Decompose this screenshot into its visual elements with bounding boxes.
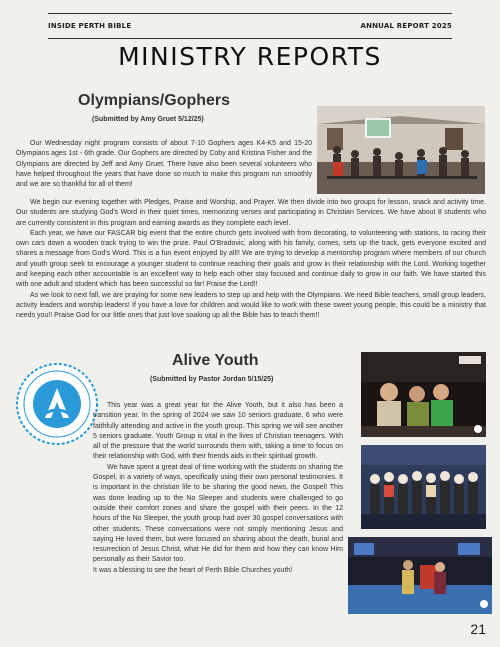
page-number: 21 [470,621,486,637]
header-bar [48,13,452,39]
olympians-paragraph-3: Each year, we have our FASCAR big event that the entire church gets involved with from decorating, to volunteering with stations, to racing their own cars down a wooden track trying to win the prize. Paul O'Bradovic, along with his family, comes, sets up the track, gets everyone excited and shares a message from God's Word. This is a fun event enjoyed by all!! We are trying to develop a mentorship program where members of our church and youth group seek to encourage a younger student to continue reaching their goals and grow in their relationship with the Lord. Working together and keeping each other accountable is an excellent way to help each other stay focused and continue daily to grow in our faith. We have started this with one adult and student which has been successful so far! Praise the Lord!! [16,229,486,289]
youth-group-photo-image [361,445,486,529]
alive-paragraph-3: It was a blessing to see the heart of Perth Bible Churches youth! [93,566,293,574]
alive-photo-3 [348,537,492,614]
olympians-paragraph-1: Our Wednesday night program consists of about 7-10 Gophers ages K4-K5 and 15-20 Olympians ages 1st - 6th grade. Our Gophers are directed by Coby and Kristina Fisher and the Olympians are directed by Jeff and Amy Gruet. There have also been several volunteers who have helped throughout the years that have done so much to make this program run smoothly and we are so thankful for all of them! [16,140,312,189]
header-left: INSIDE PERTH BIBLE [48,22,132,30]
alive-byline: (Submitted by Pastor Jordan 5/15/25) [150,376,274,383]
olympians-paragraph-2: We begin our evening together with Pledges, Praise and Worship, and Prayer. We then divide into two groups for lesson, snack and activity time. Our students are studying God's Word in their quiet times, memorizing verses and participating in Christian Services. We have about 8 students who are currently consistent in this program and earning awards as they complete each level. [16,199,486,227]
olympians-byline: (Submitted by Amy Gruet 5/12/25) [92,116,204,123]
alive-youth-logo-icon [16,363,98,445]
youth-sitting-photo-image [361,352,486,437]
olympians-text-bottom [16,198,486,322]
classroom-photo-image [317,106,485,194]
page-title: MINISTRY REPORTS [118,42,382,71]
olympians-heading: Olympians/Gophers [78,92,231,109]
alive-paragraph-2: We have spent a great deal of time working with the students on sharing the Gospel, in a variety of ways, specifically using their own personal testimonies. It is important in the christian life to be sharing the good news, the Gospel! This was done leading up to the No Sleeper and students were challenged to go outside their comfort zones and share the gospel with their peers. In the 12 hours of the No Sleeper, the youth group had over 30 gospel conversations with other students. These conversations were not simply mentioning Jesus and saying He loved them, but were focused on sharing about the death, burial and resurrection of Jesus Christ, what He did for them and how they can know Him personally as their Savior too. [93,463,343,564]
olympians-text-top [16,139,312,190]
header-right: ANNUAL REPORT 2025 [360,22,452,30]
alive-heading: Alive Youth [172,352,259,369]
olympians-photo [317,106,485,194]
alive-paragraph-1: This year was a great year for the Alive Youth, but it also has been a transition year. In the spring of 2024 we saw 10 seniors graduate, 6 who were faithfully attending and active in the youth group. This spring we will see another 5 seniors graduate. Youth Group is vital in the lives of Christian teenagers. With all of the pressure that the world surrounds them with, taking a time to focus on their relationship with God, with their friends aids in their spiritual growth. [93,402,343,461]
alive-text [93,401,343,576]
olympians-paragraph-4: As we look to next fall, we are praying for some new leaders to step up and help with the Olympians. We need Bible teachers, small group leaders, activity leaders and worship leaders! If you have a love for children and would like to work with these sweet young people, this could be a ministry that needs you!! Praise God for our little ones that just love soaking up all the Bible has to teach them!! [16,291,486,320]
game-event-photo-image [348,537,492,614]
alive-photo-1 [361,352,486,437]
alive-logo [16,363,98,445]
alive-photo-2 [361,445,486,529]
